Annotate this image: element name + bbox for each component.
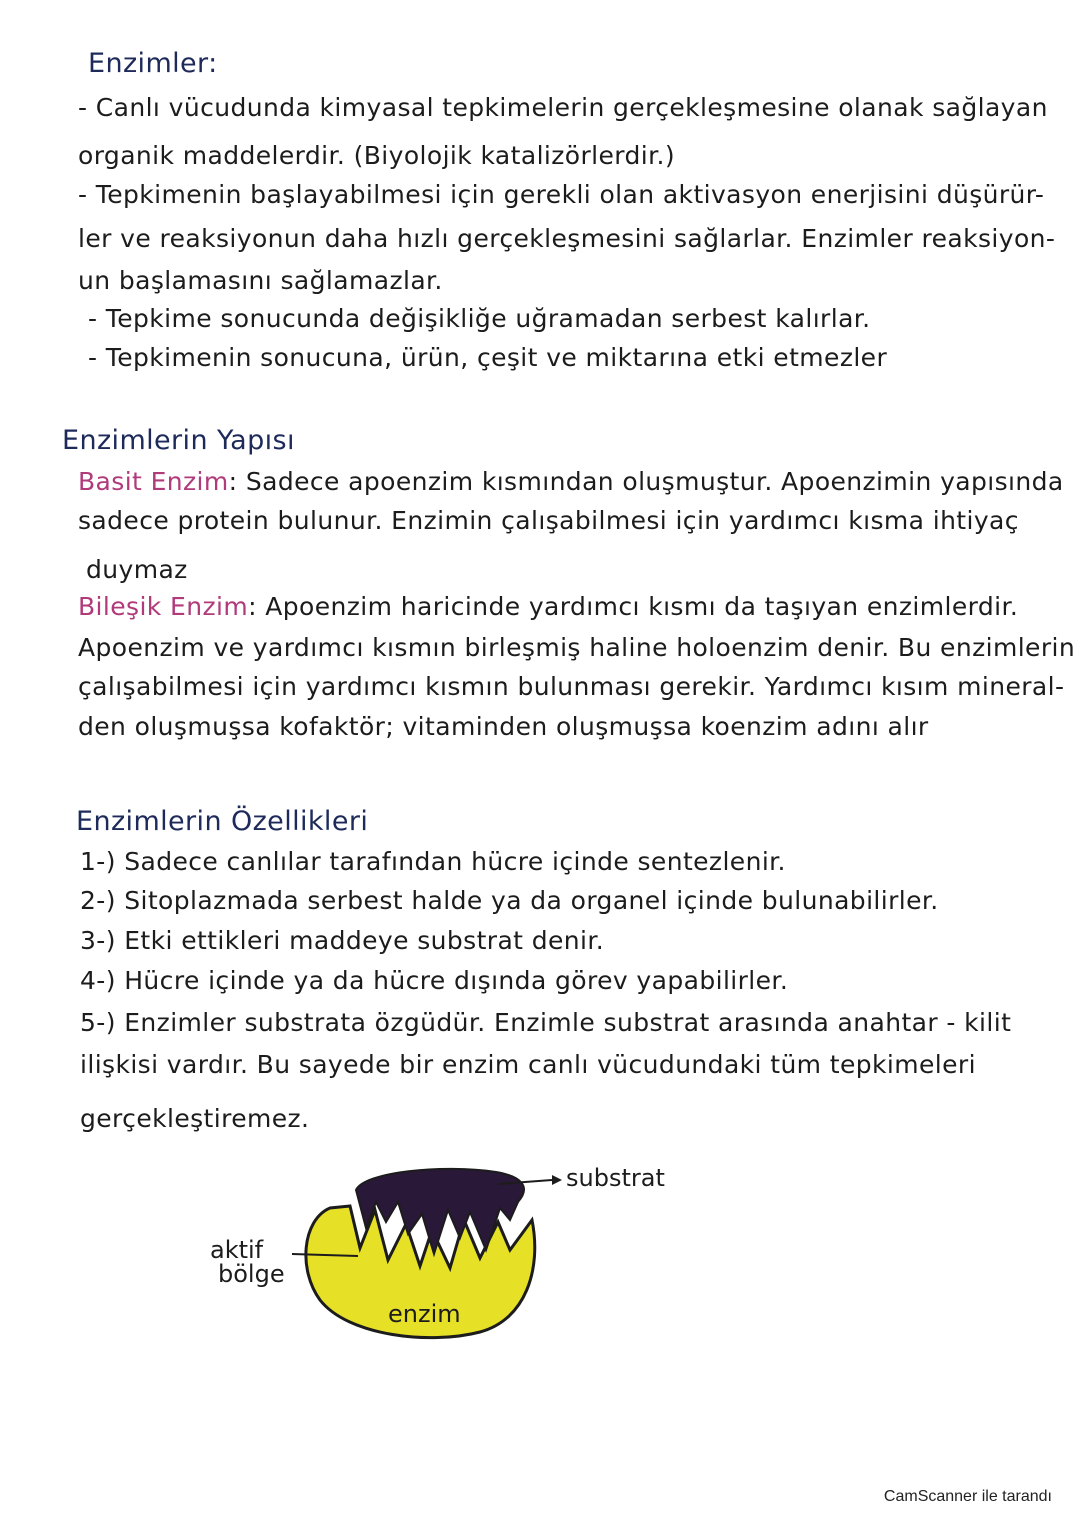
label-active-site-2: bölge <box>218 1260 285 1288</box>
list-item: gerçekleştiremez. <box>80 1104 310 1133</box>
list-item: 5-) Enzimler substrata özgüdür. Enzimle substrat arasında anahtar - kilit <box>80 1008 1012 1037</box>
label-substrate: substrat <box>566 1164 665 1192</box>
list-item: 4-) Hücre içinde ya da hücre dışında görev yapabilirler. <box>80 966 789 995</box>
arrow-icon <box>552 1175 562 1185</box>
text-fragment: : Apoenzim haricinde yardımcı kısmı da taşıyan enzimlerdir. <box>248 592 1019 621</box>
text-line: sadece protein bulunur. Enzimin çalışabilmesi için yardımcı kısma ihtiyaç <box>78 506 1019 535</box>
text-line: - Canlı vücudunda kimyasal tepkimelerin gerçekleşmesine olanak sağlayan <box>78 93 1048 122</box>
list-item: 1-) Sadece canlılar tarafından hücre içinde sentezlenir. <box>80 847 786 876</box>
section-title-enzyme-structure: Enzimlerin Yapısı <box>62 425 295 456</box>
enzyme-substrate-diagram <box>180 1150 740 1370</box>
text-line: un başlamasını sağlamazlar. <box>78 266 443 295</box>
term-basit-enzim: Basit Enzim <box>78 467 229 496</box>
bilesik-enzim-line <box>78 592 1018 621</box>
text-line: - Tepkimenin sonucuna, ürün, çeşit ve miktarına etki etmezler <box>88 343 888 372</box>
label-enzyme: enzim <box>388 1300 461 1328</box>
text-line: duymaz <box>86 555 188 584</box>
section-title-enzymes: Enzimler: <box>88 48 218 79</box>
text-line: ler ve reaksiyonun daha hızlı gerçekleşmesini sağlarlar. Enzimler reaksiyon- <box>78 224 1056 253</box>
text-line: Apoenzim ve yardımcı kısmın birleşmiş haline holoenzim denir. Bu enzimlerin <box>78 633 1076 662</box>
text-line: çalışabilmesi için yardımcı kısmın bulunması gerekir. Yardımcı kısım mineral- <box>78 672 1065 701</box>
text-line: den oluşmuşsa kofaktör; vitaminden oluşmuşsa koenzim adını alır <box>78 712 929 741</box>
section-title-enzyme-properties: Enzimlerin Özellikleri <box>76 806 369 837</box>
scanner-watermark: CamScanner ile tarandı <box>883 1488 1052 1505</box>
list-item: 2-) Sitoplazmada serbest halde ya da organel içinde bulunabilirler. <box>80 886 939 915</box>
list-item: ilişkisi vardır. Bu sayede bir enzim canlı vücudundaki tüm tepkimeleri <box>80 1050 976 1079</box>
text-line: organik maddelerdir. (Biyolojik katalizörlerdir.) <box>78 141 676 170</box>
text-line: - Tepkime sonucunda değişikliğe uğramadan serbest kalırlar. <box>88 304 871 333</box>
list-item: 3-) Etki ettikleri maddeye substrat denir. <box>80 926 605 955</box>
label-active-site-1: aktif <box>210 1236 264 1264</box>
term-bilesik-enzim: Bileşik Enzim <box>78 592 249 621</box>
text-line: - Tepkimenin başlayabilmesi için gerekli olan aktivasyon enerjisini düşürür- <box>78 180 1045 209</box>
basit-enzim-line <box>78 467 1064 496</box>
text-fragment: : Sadece apoenzim kısmından oluşmuştur. Apoenzimin yapısında <box>228 467 1064 496</box>
